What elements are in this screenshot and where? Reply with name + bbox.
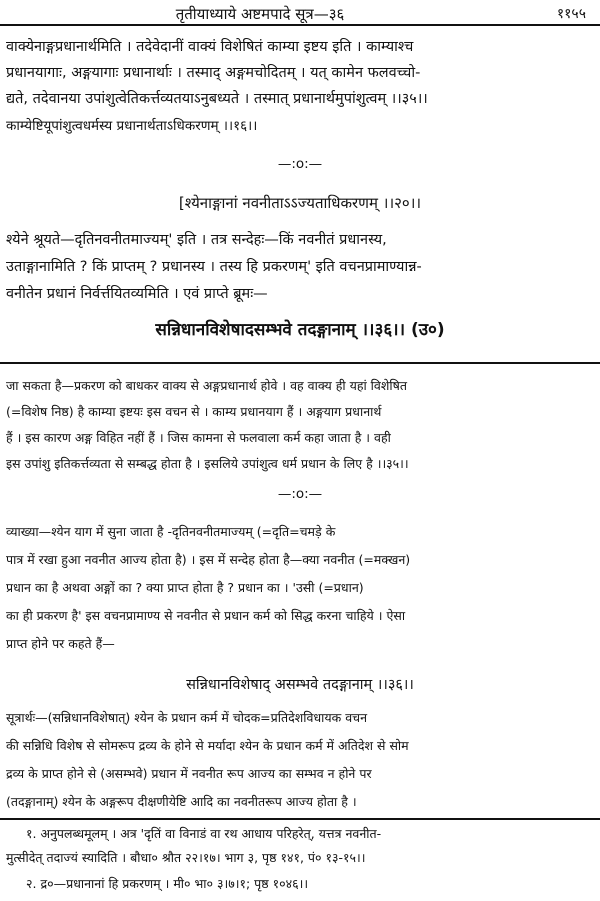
text-line: द्यते, तदेवानया उपांशुत्वेतिकर्त्तव्यतयाऽनुबध्यते । तस्मात् प्रधानार्थमुपांशुत्वम् ।।३५।। <box>6 91 428 107</box>
text-line: वनीतेन प्रधानं निर्वर्त्तयितव्यमिति । एवं प्राप्ते ब्रूमः— <box>6 286 268 302</box>
text-line: की सन्निधि विशेष से सोमरूप द्रव्य के होने से मर्यादा श्येन के प्रधान कर्म में अतिदेश से सोम <box>6 738 409 753</box>
header-rule <box>0 24 600 26</box>
adhikarana-colophon: काम्येष्टियूपांशुत्वधर्मस्य प्रधानार्थताऽधिकरणम् ।।१६।। <box>6 118 258 134</box>
text-line: व्याख्या—श्येन याग में सुना जाता है -दृतिनवनीतमाज्यम् (=दृति=चमड़े के <box>6 524 336 539</box>
page-number: ११५५ <box>556 6 586 22</box>
text-line: प्राप्त होने पर कहते हैं— <box>6 636 115 651</box>
running-title: तृतीयाध्याये अष्टमपादे सूत्र—३६ <box>175 5 345 23</box>
text-line: उताङ्गानामिति ? किं प्राप्तम् ? प्रधानस्य । तस्य हि प्रकरणम्' इति वचनप्रामाण्यान्न- <box>6 259 422 275</box>
text-line: हैं । इस कारण अङ्ग विहित नहीं हैं । जिस कामना से फलवाला कर्म कहा जाता है । वही <box>6 430 391 445</box>
text-line: प्रधान का है अथवा अङ्गों का ? क्या प्राप्त होता है ? प्रधान का । 'उसी (=प्रधान) <box>6 580 364 595</box>
text-line: (तदङ्गानाम्) श्येन के अङ्गरूप दीक्षणीयेष्टि आदि का नवनीतरूप आज्य होता है । <box>6 794 357 809</box>
text-line: श्येने श्रूयते—दृतिनवनीतमाज्यम्' इति । तत्र सन्देहः—किं नवनीतं प्रधानस्य, <box>6 232 387 248</box>
text-line: (=विशेष निष्ठ) है काम्या इष्टयः इस वचन से । काम्य प्रधानयाग हैं । अङ्गयाग प्रधानार्थ <box>6 404 382 419</box>
text-line: वाक्येनाङ्गप्रधानार्थमिति । तदेवेदानीं वाक्यं विशेषितं काम्या इष्टय इति । काम्याश्च <box>6 39 414 55</box>
text-line: द्रव्य के प्राप्त होने से (असम्भवे) प्रधान में नवनीत रूप आज्य का सम्भव न होने पर <box>6 766 372 781</box>
footnote-line: १. अनुपलब्धमूलम् । अत्र 'दृतिं वा विनाडं वा रथ आधाय परिहरेत्, यत्तत्र नवनीत- <box>26 826 382 841</box>
text-line: सूत्रार्थः—(सन्निधानविशेषात्) श्येन के प्रधान कर्म में चोदक=प्रतिदेशविधायक वचन <box>6 710 368 725</box>
sutra-repeat: सन्निधानविशेषाद् असम्भवे तदङ्गानाम् ।।३६।। <box>186 677 414 693</box>
footnote-line: २. द्र०—प्रधानानां हि प्रकरणम् । मी० भा० ३।७।१; पृष्ठ १०४६।। <box>26 876 309 891</box>
text-line: पात्र में रखा हुआ नवनीत आज्य होता है) । इस में सन्देह होता है—क्या नवनीत (=मक्खन) <box>6 552 411 567</box>
footnote-rule <box>0 818 600 820</box>
section-divider: —:o:— <box>277 156 323 172</box>
text-line: का ही प्रकरण है' इस वचनप्रामाण्य से नवनीत से प्रधान कर्म को सिद्ध करना चाहिये । ऐसा <box>6 608 406 623</box>
text-line: प्रधानयागाः, अङ्गयागाः प्रधानार्थाः । तस्माद् अङ्गमचोदितम् । यत् कामेन फलवच्चो- <box>6 65 421 81</box>
text-line: इस उपांशु इतिकर्त्तव्यता से सम्बद्ध होता है । इसलिये उपांशुत्व धर्म प्रधान के लिए है ।।३५।। <box>6 456 409 471</box>
text-line: जा सकता है—प्रकरण को बाधकर वाक्य से अङ्गप्रधानार्थ होवे । वह वाक्य ही यहां विशेषित <box>6 378 407 393</box>
section-rule <box>0 362 600 364</box>
footnote-line: मुत्सीदेत् तदाज्यं स्यादिति । बौधा० श्रौत २२।१७। भाग ३, पृष्ठ १४१, पं० १३-१५।। <box>6 850 366 865</box>
adhikarana-title: [श्येनाङ्गानां नवनीताऽऽज्यताधिकरणम् ।।२०।। <box>178 194 422 212</box>
sutra-heading: सन्निधानविशेषादसम्भवे तदङ्गानाम् ।।३६।। (उ०) <box>155 320 445 340</box>
section-divider: —:o:— <box>277 486 323 502</box>
